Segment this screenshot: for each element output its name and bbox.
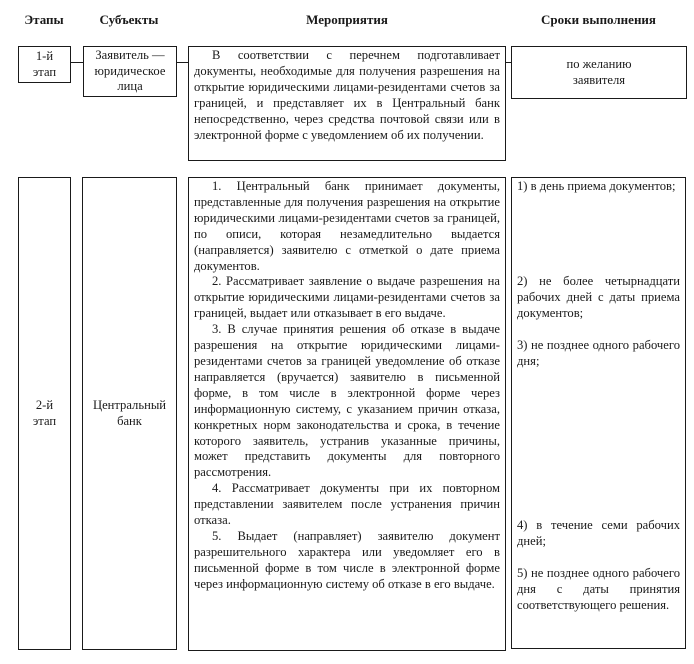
measures-1-text: В соответствии с перечнем подготавливает документы, необходимые для получения разрешения на открытие юридическими лицами-резидентами счетов за границей, и представляет их в Центральный банк непосредственно, через средства почтовой связи или в электронной форме с уведомлением об их получении. (194, 48, 500, 142)
measures-2-box (188, 177, 506, 651)
stage-1-line1: 1-й (35, 48, 54, 63)
connector-line (176, 62, 188, 63)
deadline-2-box (511, 177, 686, 649)
deadline-1-line1: по желанию (566, 56, 632, 71)
header-deadlines: Сроки выполнения (541, 12, 656, 27)
measure-item-1: 1. Центральный банк принимает документы, представленные для получения разрешения на открытие юридическими лицами-резидентами счетов за границей, по описи, которая незамедлительно выдается (направляется) заявителю с отметкой о дате приема документов. (194, 179, 500, 273)
subject-1-box (83, 46, 177, 97)
subject-1-line3: лица (117, 79, 143, 94)
measures-1-box (188, 46, 506, 161)
subject-2-box (82, 177, 177, 650)
subject-1-line2: юридическое (94, 63, 166, 78)
deadline-item-1: 1) в день приема документов; (517, 179, 676, 193)
subject-1-line1: Заявитель — (95, 47, 165, 62)
header-measures: Мероприятия (306, 12, 388, 27)
deadline-1-line2: заявителя (572, 72, 626, 87)
header-subjects: Субъекты (99, 12, 159, 27)
stage-2-line1: 2-й (35, 397, 54, 412)
connector-line (70, 62, 83, 63)
subject-2-line1: Центральный (92, 397, 167, 412)
measure-item-2: 2. Рассматривает заявление о выдаче разрешения на открытие юридическими лицами-резидентами счетов за границей, выдает или отказывает в его выдаче. (194, 274, 500, 321)
deadline-1-box (511, 46, 687, 99)
deadline-item-2: 2) не более четырнадцати рабочих дней с даты приема документов; (517, 274, 680, 320)
stage-2-line2: этап (32, 413, 57, 428)
header-stages: Этапы (24, 12, 64, 27)
subject-2-line2: банк (117, 413, 142, 428)
stage-1-line2: этап (32, 64, 57, 79)
measure-item-5: 5. Выдает (направляет) заявителю документ разрешительного характера или уведомляет его в письменной форме в том числе в электронной форме через информационную систему об отказе в его выдаче. (194, 528, 500, 591)
stage-2-box (18, 177, 71, 650)
stage-1-box (18, 46, 71, 83)
deadline-item-3: 3) не позднее одного рабочего дня; (517, 338, 680, 368)
deadline-item-4: 4) в течение семи рабочих дней; (517, 518, 680, 548)
measure-item-3: 3. В случае принятия решения об отказе в выдаче разрешения на открытие юридическими лицами-резидентами счетов за границей уведомление об отказе направляется (вручается) заявителю в письменной форме, в том числе в электронной форме через информационную систему, с указанием причин отказа, конкретных норм законодательства и срока, в течение которого заявитель, устранив указанные причины, может представить документы для повторного рассмотрения. (194, 322, 500, 480)
measure-item-4: 4. Рассматривает документы при их повторном представлении заявителем после устранения причин отказа. (194, 481, 500, 528)
deadline-item-5: 5) не позднее одного рабочего дня с даты принятия соответствующего решения. (517, 566, 680, 612)
